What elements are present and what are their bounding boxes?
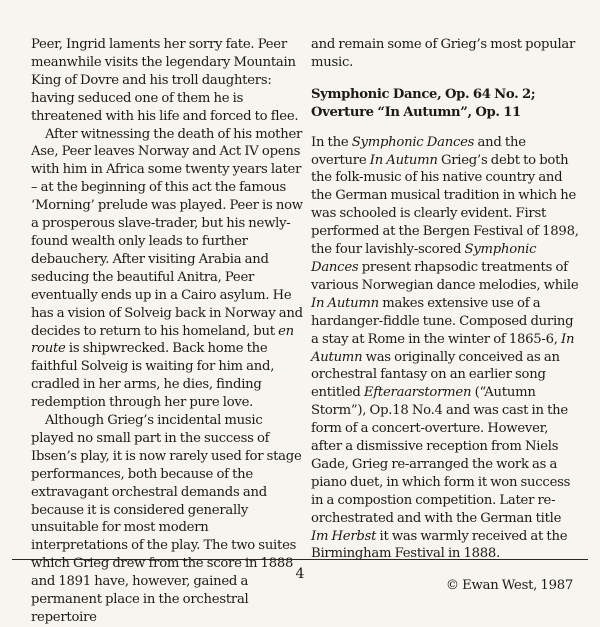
italic-en-route: en route xyxy=(31,323,294,357)
text-run: makes extensive use of a hardanger-fiddle tune. Composed during a stay at Rome in the winter of 1865-6, xyxy=(311,295,574,347)
paragraph-act-four-part-a: After witnessing the death of his mother Ase, Peer leaves Norway and Act IV opens with him in Africa some twenty years later – at the beginning of this act the famous ‘Morning’ prelude was played. Peer is now a prosperous slave-trader, but his newly-found wealth only leads to further debauchery. After visiting Arabia and seducing the beautiful Anitra, Peer eventually ends up in a Cairo asylum. He has a vision of Solveig back in Norway and decides to return to his homeland, but xyxy=(31,126,303,339)
footer-rule xyxy=(12,559,588,560)
paragraph-act-four-part-b: is shipwrecked. Back home the faithful Solveig is waiting for him and, cradled in her arms, he dies, finding redemption through her pure love. xyxy=(31,341,275,411)
right-column xyxy=(311,36,581,595)
left-column xyxy=(31,36,303,627)
italic-title: In Autumn xyxy=(311,295,379,311)
italic-title: In Autumn xyxy=(369,152,438,168)
text-run: (“Autumn Storm”), Op.18 No.4 and was cast in the form of a concert-overture. However, after a dismissive reception from Niels Gade, Grieg re-arranged the work as a piano duet, in which form it won success in a compostion competition. Later re-orchestrated and with the German title xyxy=(311,385,571,526)
text-run: present rhapsodic treatments of various Norwegian dance melodies, while xyxy=(311,259,579,293)
page-number: 4 xyxy=(295,566,305,582)
heading-line-1: Symphonic Dance, Op. 64 No. 2; xyxy=(311,86,536,102)
text-run: was originally conceived as an orchestral fantasy on an earlier song entitled xyxy=(311,349,560,401)
italic-title: In Autumn xyxy=(311,331,575,365)
section-heading xyxy=(311,86,581,122)
italic-title: Symphonic Dances xyxy=(311,242,537,275)
paragraph-peer-flees: Peer, Ingrid laments her sorry fate. Peer meanwhile visits the legendary Mountain King of Dovre and his troll daughters: having seduced one of them he is threatened with his life and forced to flee. xyxy=(31,37,299,124)
paragraph-act-four xyxy=(31,126,303,413)
text-run: In the xyxy=(311,134,352,150)
text-run: and the overture xyxy=(311,134,526,168)
italic-title: Efteraarstormen xyxy=(363,385,472,401)
italic-title: Symphonic Dances xyxy=(351,134,475,150)
author-credit: © Ewan West, 1987 xyxy=(445,578,573,594)
text-run: Grieg’s debt to both the folk-music of his native country and the German musical tradition in which he was schooled is clearly evident. First performed at the Bergen Festival of 1898, the four lavishly-scored xyxy=(311,152,579,258)
italic-title: Im Herbst xyxy=(311,528,377,544)
paragraph-continuation: and remain some of Grieg’s most popular music. xyxy=(311,37,576,70)
paragraph-symphonic-dances xyxy=(311,134,581,564)
text-run: it was warmly received at the Birmingham Festival in 1888. xyxy=(311,528,568,562)
paragraph-incidental-music: Although Grieg’s incidental music played no small part in the success of Ibsen’s play, it is now rarely used for stage performances, both because of the extravagant orchestral demands and because it is considered generally unsuitable for most modern interpretations of the play. The two suites which Grieg drew from the score in 1888 and 1891 have, however, gained a permanent place in the orchestral repertoire xyxy=(31,413,302,625)
heading-line-2: Overture “In Autumn”, Op. 11 xyxy=(311,104,521,120)
